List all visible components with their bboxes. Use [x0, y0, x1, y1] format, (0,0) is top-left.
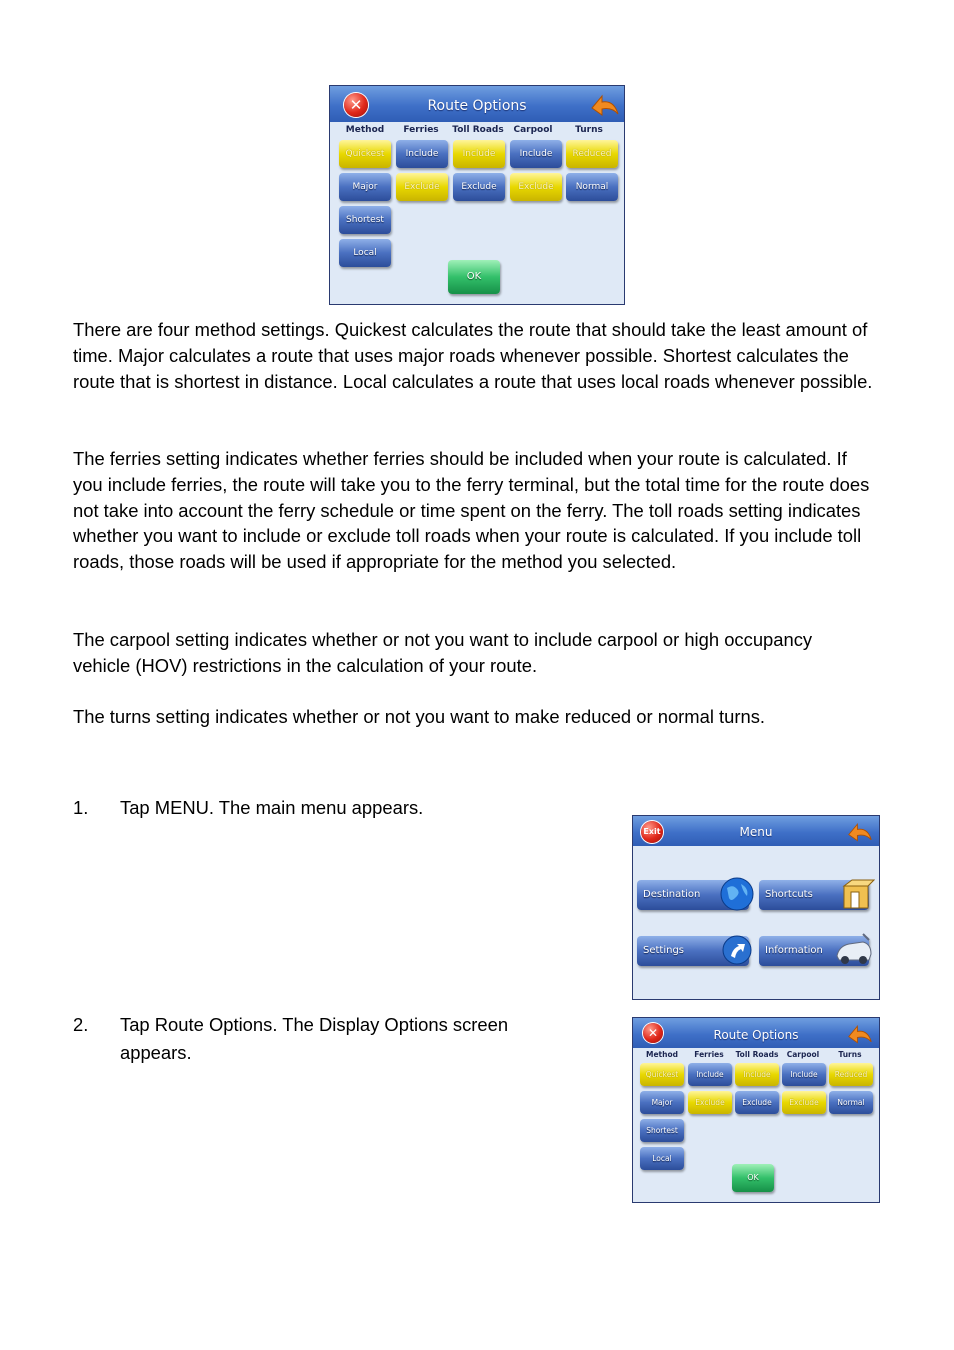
carpool-paragraph: The carpool setting indicates whether or not you want to include carpool or high occupancy vehicle (HOV) restrictions in the calculation of your route.: [73, 629, 813, 676]
settings-label: Settings: [643, 945, 685, 956]
globe-icon: [719, 876, 755, 912]
turns-paragraph: The turns setting indicates whether or not you want to make reduced or normal turns.: [73, 706, 766, 727]
ferries-exclude-button[interactable]: Exclude: [396, 173, 448, 201]
title-bar: [633, 1018, 879, 1048]
method-major-button[interactable]: Major: [339, 173, 391, 201]
toll-roads-include-button[interactable]: Include: [735, 1063, 779, 1086]
ferries-include-button[interactable]: Include: [688, 1063, 732, 1086]
menu-title-bar: [633, 816, 879, 846]
information-label: Information: [765, 945, 823, 956]
header-toll-roads: Toll Roads: [452, 125, 504, 135]
carpool-include-button[interactable]: Include: [782, 1063, 826, 1086]
menu-title: Menu: [739, 825, 773, 839]
method-quickest-button[interactable]: Quickest: [339, 140, 391, 168]
method-local-button[interactable]: Local: [339, 239, 391, 267]
step-2-text: Tap Route Options. The Display Options screen appears.: [120, 1014, 509, 1063]
exit-label: Exit: [643, 827, 661, 836]
toll-roads-exclude-button[interactable]: Exclude: [735, 1091, 779, 1114]
header-method: Method: [345, 125, 385, 135]
settings-icon: [721, 934, 753, 966]
destination-label: Destination: [643, 889, 701, 900]
turns-normal-button[interactable]: Normal: [566, 173, 618, 201]
screen-title: Route Options: [427, 98, 527, 114]
ferries-toll-paragraph: The ferries setting indicates whether ferries should be included when your route is calculated. If you include ferries, the route will take you to the ferry terminal, but the total time for the route does not take into account the ferry schedule or time spent on the ferry. The toll roads setting indicates whether you want to include or exclude toll roads when your route is calculated. If you include toll roads, those roads will be used if appropriate for the method you selected.: [73, 448, 870, 573]
turns-reduced-button[interactable]: Reduced: [566, 140, 618, 168]
car-icon: [833, 930, 875, 968]
method-shortest-button[interactable]: Shortest: [640, 1119, 684, 1142]
toll-roads-include-button[interactable]: Include: [453, 140, 505, 168]
toll-roads-exclude-button[interactable]: Exclude: [453, 173, 505, 201]
header-carpool: Carpool: [786, 1050, 820, 1059]
method-settings-paragraph: There are four method settings. Quickest calculates the route that should take the least amount of time. Major calculates a route that uses major roads whenever possible. Shortest calculates the route that is shortest in distance. Local calculates a route that uses local roads whenever possible.: [73, 319, 873, 392]
shortcuts-label: Shortcuts: [765, 889, 813, 900]
carpool-exclude-button[interactable]: Exclude: [510, 173, 562, 201]
screen-title: Route Options: [713, 1028, 799, 1042]
header-ferries: Ferries: [403, 125, 439, 135]
method-major-button[interactable]: Major: [640, 1091, 684, 1114]
route-options-screenshot-small: [632, 1017, 880, 1203]
carpool-include-button[interactable]: Include: [510, 140, 562, 168]
header-turns: Turns: [575, 125, 603, 135]
turns-reduced-button[interactable]: Reduced: [829, 1063, 873, 1086]
method-quickest-button[interactable]: Quickest: [640, 1063, 684, 1086]
route-options-screenshot-large: [329, 85, 625, 305]
box-icon: [839, 876, 875, 912]
ferries-include-button[interactable]: Include: [396, 140, 448, 168]
exit-button[interactable]: [641, 821, 663, 843]
ok-button[interactable]: OK: [448, 260, 500, 294]
menu-screenshot: [632, 815, 880, 1000]
title-bar: [330, 86, 624, 122]
ferries-exclude-button[interactable]: Exclude: [688, 1091, 732, 1114]
close-icon[interactable]: ✕: [643, 1023, 663, 1043]
method-shortest-button[interactable]: Shortest: [339, 206, 391, 234]
carpool-exclude-button[interactable]: Exclude: [782, 1091, 826, 1114]
header-carpool: Carpool: [513, 125, 553, 135]
step-2-number: 2.: [73, 1014, 89, 1035]
turns-normal-button[interactable]: Normal: [829, 1091, 873, 1114]
header-ferries: Ferries: [694, 1050, 724, 1059]
close-icon[interactable]: ✕: [344, 93, 368, 117]
back-arrow-icon[interactable]: [588, 90, 622, 120]
header-turns: Turns: [838, 1050, 862, 1059]
step-1-text: Tap MENU. The main menu appears.: [120, 797, 424, 818]
back-arrow-icon[interactable]: [845, 819, 875, 845]
back-arrow-icon[interactable]: [845, 1021, 875, 1047]
header-method: Method: [646, 1050, 678, 1059]
method-local-button[interactable]: Local: [640, 1147, 684, 1170]
header-toll-roads: Toll Roads: [735, 1050, 779, 1059]
ok-button[interactable]: OK: [732, 1164, 774, 1192]
step-1-number: 1.: [73, 797, 89, 818]
